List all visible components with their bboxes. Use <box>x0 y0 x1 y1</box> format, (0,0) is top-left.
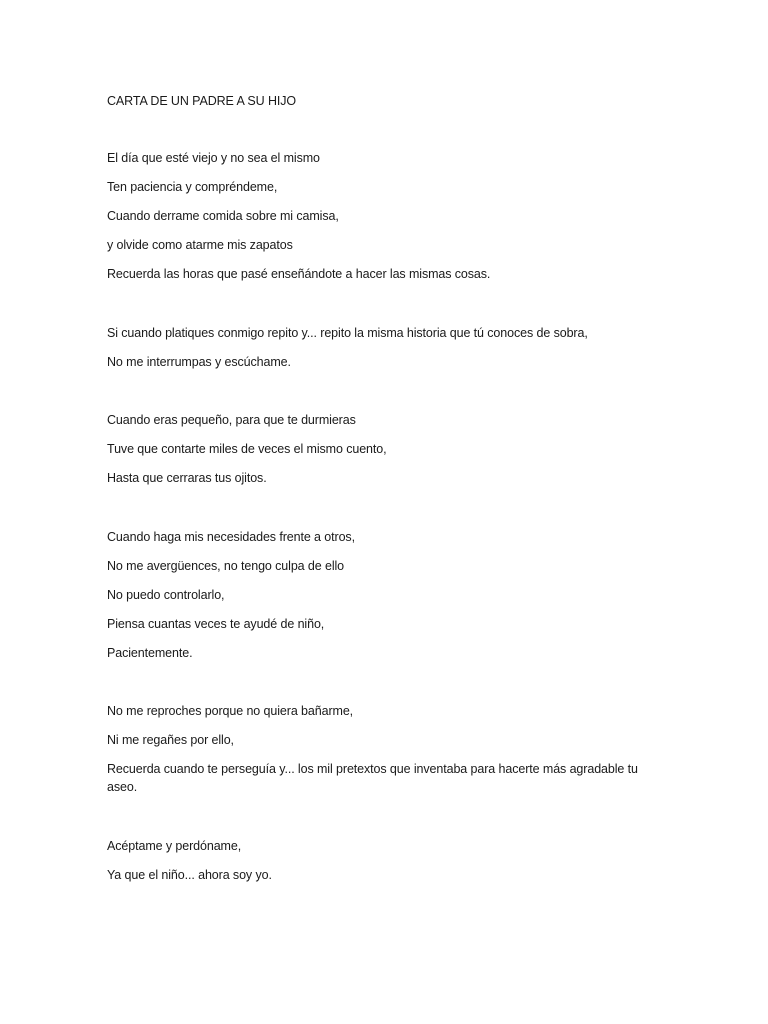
stanza-5-line-3: Recuerda cuando te perseguía y... los mil pretextos que inventaba para hacerte más agradable tu aseo. <box>107 762 638 794</box>
stanza-4-line-3: No puedo controlarlo, <box>107 588 225 602</box>
stanza-5-line-2: Ni me regañes por ello, <box>107 733 234 747</box>
stanza-3-line-2: Tuve que contarte miles de veces el mismo cuento, <box>107 442 387 456</box>
stanza-4-line-2: No me avergüences, no tengo culpa de ello <box>107 559 345 573</box>
stanza-4-line-4: Piensa cuantas veces te ayudé de niño, <box>107 617 325 631</box>
stanza-4-line-1: Cuando haga mis necesidades frente a otros, <box>107 530 355 544</box>
stanza-3-line-1: Cuando eras pequeño, para que te durmieras <box>107 413 356 427</box>
stanza-4 <box>107 528 667 673</box>
stanza-3-line-3: Hasta que cerraras tus ojitos. <box>107 471 267 485</box>
stanza-2-line-2: No me interrumpas y escúchame. <box>107 355 291 369</box>
stanza-1-line-5: Recuerda las horas que pasé enseñándote a hacer las mismas cosas. <box>107 267 491 281</box>
stanza-1-line-3: Cuando derrame comida sobre mi camisa, <box>107 209 339 223</box>
stanza-5-line-1: No me reproches porque no quiera bañarme, <box>107 704 354 718</box>
stanza-4-line-5: Pacientemente. <box>107 646 193 660</box>
stanza-3 <box>107 411 667 498</box>
document-title: CARTA DE UN PADRE A SU HIJO <box>107 94 297 108</box>
stanza-6-line-2: Ya que el niño... ahora soy yo. <box>107 868 272 882</box>
stanza-1 <box>107 149 667 294</box>
stanza-5 <box>107 702 667 807</box>
stanza-1-line-1: El día que esté viejo y no sea el mismo <box>107 151 320 165</box>
stanza-2 <box>107 324 667 382</box>
stanza-2-line-1: Si cuando platiques conmigo repito y... repito la misma historia que tú conoces de sobra, <box>107 326 588 340</box>
stanza-6-line-1: Acéptame y perdóname, <box>107 839 242 853</box>
stanza-1-line-4: y olvide como atarme mis zapatos <box>107 238 293 252</box>
stanza-6 <box>107 837 667 895</box>
stanza-1-line-2: Ten paciencia y compréndeme, <box>107 180 278 194</box>
